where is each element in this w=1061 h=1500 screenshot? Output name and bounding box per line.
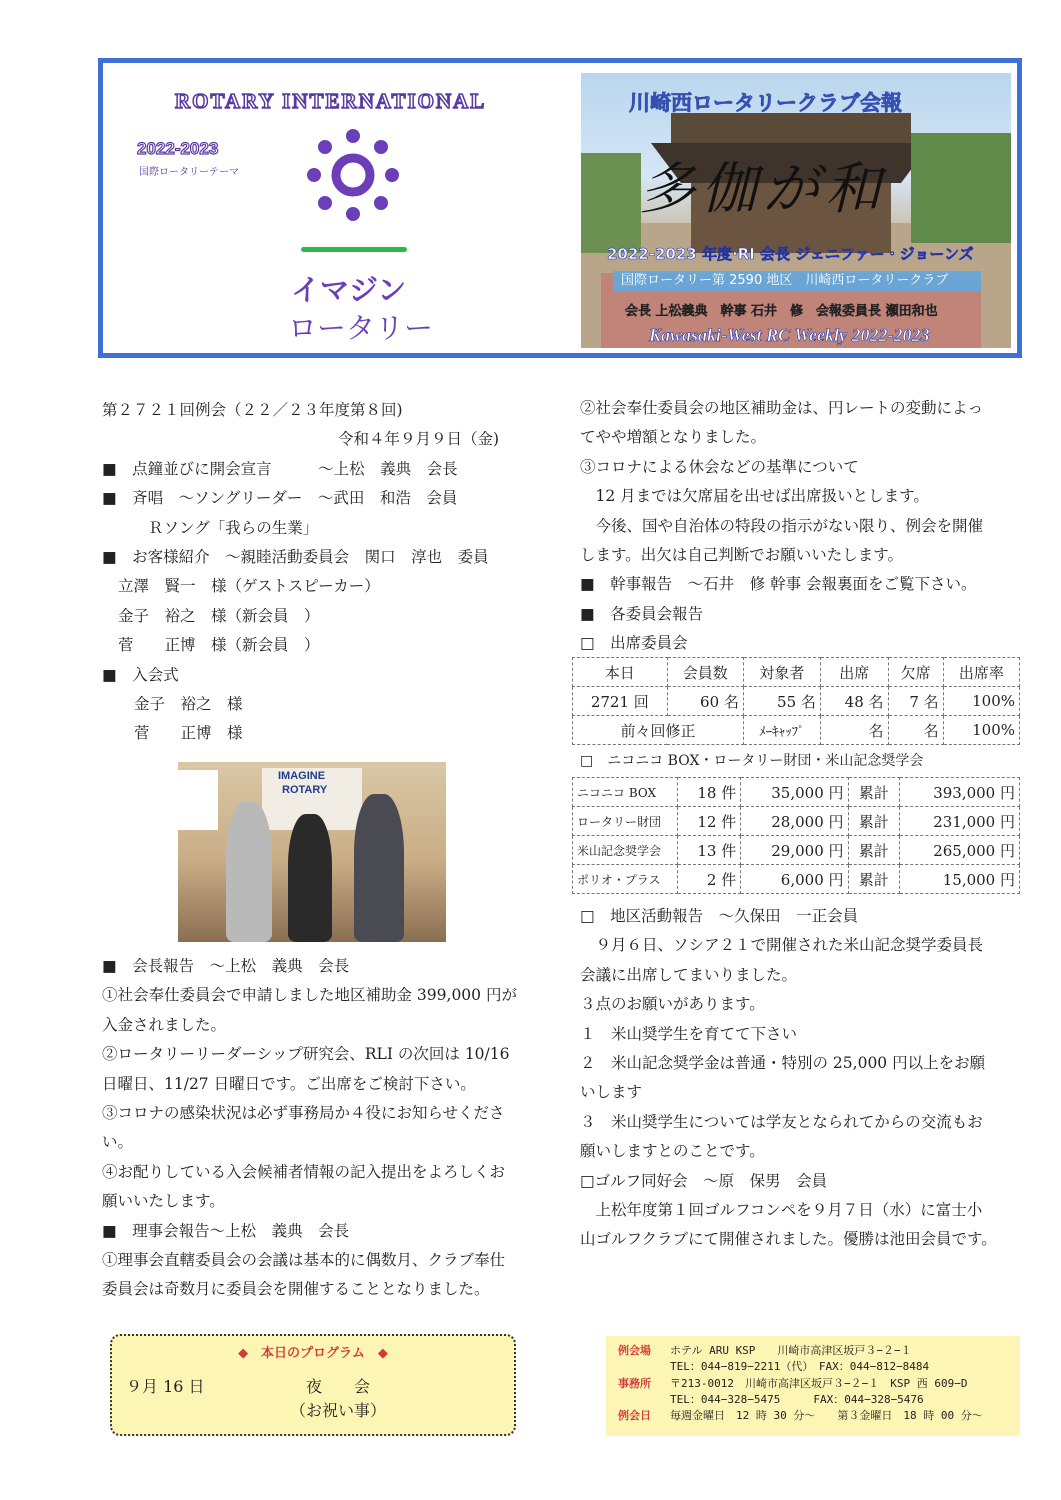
table-header: 欠席 bbox=[888, 658, 943, 687]
newsletter-header bbox=[98, 58, 1022, 358]
report-line: ２ 米山記念奨学金は普通・特別の 25,000 円以上をお願 bbox=[580, 1054, 986, 1073]
right-column bbox=[580, 394, 1020, 659]
ri-president-line: 2022-2023 年度·RI 会長 ジェニファー・ジョーンズ bbox=[607, 245, 974, 263]
table-cell: ポリオ・プラス bbox=[573, 865, 678, 894]
table-cell: 累計 bbox=[848, 807, 900, 836]
header-photo-panel bbox=[581, 73, 1011, 348]
table-cell: 2 件 bbox=[678, 865, 741, 894]
program-subtitle: （お祝い事） bbox=[289, 1401, 386, 1420]
report-line: 願いしますとのことです。 bbox=[580, 1142, 765, 1161]
table-cell: 15,000 円 bbox=[900, 865, 1020, 894]
secretary-report: ■ 幹事報告 ～石井 修 幹事 会報裏面をご覧下さい。 bbox=[580, 575, 977, 594]
table-cell: 米山記念奨学会 bbox=[573, 836, 678, 865]
club-title: 川崎西ロータリークラブ会報 bbox=[629, 91, 902, 115]
table-cell: 18 件 bbox=[678, 778, 741, 807]
report-line: １ 米山奨学生を育てて下さい bbox=[580, 1024, 798, 1043]
info-text: TEL：044−819−2211（代） FAX：044−812−8484 bbox=[670, 1360, 930, 1374]
report-line: 日曜日、11/27 日曜日です。ご出席をご検討下さい。 bbox=[102, 1074, 476, 1093]
report-line: ①社会奉仕委員会で申請しました地区補助金 399,000 円が bbox=[102, 986, 517, 1005]
report-line: ①理事会直轄委員会の会議は基本的に偶数月、クラブ奉仕 bbox=[102, 1251, 506, 1270]
induction-item: ■ 入会式 bbox=[102, 665, 179, 684]
table-cell: 55 名 bbox=[743, 687, 820, 716]
report-line: ③コロナの感染状況は必ず事務局か４役にお知らせくださ bbox=[102, 1104, 505, 1123]
person-middle-icon bbox=[288, 814, 332, 942]
report-line: いします bbox=[580, 1083, 643, 1102]
table-cell: ﾒｰｷｬｯﾌﾟ bbox=[743, 716, 820, 745]
report-line: ３ 米山奨学生については学友となられてからの交流もお bbox=[580, 1112, 983, 1131]
table-header: 出席率 bbox=[943, 658, 1019, 687]
table-row bbox=[573, 687, 1020, 716]
table-cell: 累計 bbox=[848, 865, 900, 894]
program-event: 夜 会 bbox=[305, 1377, 370, 1396]
table-row bbox=[573, 658, 1020, 687]
program-box bbox=[110, 1334, 516, 1436]
table-header: 会員数 bbox=[667, 658, 743, 687]
district-line: 国際ロータリー第 2590 地区 川崎西ロータリークラブ bbox=[613, 271, 981, 291]
donation-table bbox=[572, 777, 1020, 894]
theme-imagine: イマジン bbox=[291, 273, 407, 307]
left-column-lower bbox=[102, 952, 552, 1305]
table-row bbox=[573, 807, 1020, 836]
table-cell: 累計 bbox=[848, 836, 900, 865]
info-row bbox=[606, 1408, 1020, 1424]
report-line: 会議に出席してまいりました。 bbox=[580, 965, 798, 984]
report-line: 12 月までは欠席届を出せば出席扱いとします。 bbox=[580, 487, 929, 506]
table-cell: 48 名 bbox=[820, 687, 888, 716]
table-cell: ロータリー財団 bbox=[573, 807, 678, 836]
table-header: 本日 bbox=[573, 658, 668, 687]
inductee-1: 金子 裕之 様 bbox=[134, 695, 243, 714]
newsletter-calligraphy: 多伽が和 bbox=[639, 157, 887, 222]
report-line: ③コロナによる休会などの基準について bbox=[580, 457, 859, 476]
song-item: ■ 斉唱 ～ソングリーダー ～武田 和浩 会員 bbox=[102, 489, 458, 508]
inductee-2: 菅 正博 様 bbox=[134, 724, 243, 743]
table-cell: 393,000 円 bbox=[900, 778, 1020, 807]
board-report: ■ 理事会報告～上松 義典 会長 bbox=[102, 1221, 350, 1240]
info-row bbox=[606, 1392, 1020, 1408]
theme-year: 2022-2023 bbox=[137, 139, 219, 158]
info-label: 例会日 bbox=[618, 1409, 651, 1423]
info-text: 〒213-0012 川崎市高津区坂戸３−２−１ KSP 西 609−D bbox=[670, 1376, 968, 1390]
table-cell: 60 名 bbox=[667, 687, 743, 716]
golf-club-report: □ゴルフ同好会 ～原 保男 会員 bbox=[580, 1171, 828, 1190]
table-cell: 前々回修正 bbox=[573, 716, 744, 745]
report-line: てやや増額となりました。 bbox=[580, 428, 767, 447]
table-cell: 13 件 bbox=[678, 836, 741, 865]
flag-icon bbox=[178, 770, 218, 830]
imagine-rotary-logo-icon bbox=[305, 127, 401, 223]
table-row bbox=[573, 865, 1020, 894]
logo-divider bbox=[301, 247, 407, 252]
table-cell: 35,000 円 bbox=[741, 778, 848, 807]
report-line: ３点のお願いがあります。 bbox=[580, 995, 765, 1014]
info-text: 毎週金曜日 12 時 30 分～ 第３金曜日 18 時 00 分～ bbox=[670, 1409, 983, 1423]
theme-rotary: ロータリー bbox=[288, 311, 434, 345]
table-cell: 231,000 円 bbox=[900, 807, 1020, 836]
report-line: 上松年度第１回ゴルフコンペを９月７日（水）に富士小 bbox=[580, 1201, 983, 1220]
table-cell: 100% bbox=[943, 716, 1019, 745]
guest-3: 菅 正博 様（新会員 ） bbox=[118, 636, 320, 655]
info-label: 事務所 bbox=[618, 1376, 651, 1390]
program-date: ９月 16 日 bbox=[126, 1377, 205, 1396]
club-info-box bbox=[606, 1336, 1020, 1436]
right-column-lower bbox=[580, 902, 1020, 1255]
report-line: い。 bbox=[102, 1133, 134, 1152]
report-line: 委員会は奇数月に委員会を開催することとなりました。 bbox=[102, 1280, 490, 1299]
report-line: ②ロータリーリーダーシップ研究会、RLI の次回は 10/16 bbox=[102, 1045, 510, 1064]
song-title: Ｒソング「我らの生業」 bbox=[148, 518, 319, 537]
ri-title: ROTARY INTERNATIONAL bbox=[175, 89, 487, 113]
table-cell: 名 bbox=[888, 716, 943, 745]
report-line: 願いいたします。 bbox=[102, 1192, 225, 1211]
nico-title: □ ニコニコ BOX・ロータリー財団・米山記念奨学会 bbox=[580, 753, 924, 769]
table-cell: 12 件 bbox=[678, 807, 741, 836]
president-report: ■ 会長報告 ～上松 義典 会長 bbox=[102, 957, 350, 975]
induction-photo bbox=[178, 762, 446, 942]
guest-2: 金子 裕之 様（新会員 ） bbox=[118, 606, 320, 625]
report-line: 入金されました。 bbox=[102, 1015, 227, 1034]
program-title: ◆ 本日のプログラム ◆ bbox=[238, 1346, 388, 1361]
person-left-icon bbox=[226, 802, 272, 942]
report-line: します。出欠は自己判断でお願いいたします。 bbox=[580, 546, 904, 565]
table-cell: 100% bbox=[943, 687, 1019, 716]
theme-label: 国際ロータリーテーマ bbox=[139, 167, 239, 178]
banner-text-imagine: IMAGINE bbox=[278, 770, 326, 782]
meeting-date: 令和４年９月９日（金) bbox=[338, 430, 500, 449]
table-header: 対象者 bbox=[743, 658, 820, 687]
district-report: □ 地区活動報告 ～久保田 一正会員 bbox=[580, 907, 859, 925]
guest-1: 立澤 賢一 様（ゲストスピーカー） bbox=[118, 577, 380, 596]
table-cell: 7 名 bbox=[888, 687, 943, 716]
opening-item: ■ 点鐘並びに開会宣言 ～上松 義典 会長 bbox=[102, 459, 458, 478]
table-row bbox=[573, 716, 1020, 745]
table-cell: 6,000 円 bbox=[741, 865, 848, 894]
left-column bbox=[102, 396, 552, 749]
table-cell: 2721 回 bbox=[573, 687, 668, 716]
info-row bbox=[606, 1376, 1020, 1392]
report-line: ④お配りしている入会候補者情報の記入提出をよろしくお bbox=[102, 1162, 506, 1181]
info-label: 例会場 bbox=[618, 1344, 651, 1357]
table-row bbox=[573, 836, 1020, 865]
guest-intro: ■ お客様紹介 ～親睦活動委員会 関口 淳也 委員 bbox=[102, 548, 489, 567]
table-cell: ニコニコ BOX bbox=[573, 778, 678, 807]
committee-reports: ■ 各委員会報告 bbox=[580, 604, 704, 623]
weekly-line: Kawasaki-West RC Weekly 2022-2023 bbox=[649, 325, 930, 345]
table-cell: 名 bbox=[820, 716, 888, 745]
table-cell: 29,000 円 bbox=[741, 836, 848, 865]
info-text: ホテル ARU KSP 川崎市高津区坂戸３−２−１ bbox=[670, 1344, 912, 1357]
report-line: 山ゴルフクラブにて開催されました。優勝は池田会員です。 bbox=[580, 1230, 997, 1249]
table-cell: 265,000 円 bbox=[900, 836, 1020, 865]
info-row bbox=[606, 1343, 1020, 1359]
table-cell: 28,000 円 bbox=[741, 807, 848, 836]
report-line: ②社会奉仕委員会の地区補助金は、円レートの変動によっ bbox=[580, 399, 984, 417]
officers-line: 会長 上松義典 幹事 石井 修 会報委員長 瀬田和也 bbox=[625, 304, 938, 319]
person-right-icon bbox=[354, 794, 404, 942]
report-line: 今後、国や自治体の特段の指示がない限り、例会を開催 bbox=[580, 516, 984, 535]
info-row bbox=[606, 1359, 1020, 1375]
meeting-number: 第２７２１回例会（２２／２３年度第８回) bbox=[102, 401, 403, 419]
attendance-committee: □ 出席委員会 bbox=[580, 634, 688, 653]
attendance-table bbox=[572, 657, 1020, 745]
table-row bbox=[573, 778, 1020, 807]
banner-text-rotary: ROTARY bbox=[282, 784, 328, 796]
table-cell: 累計 bbox=[848, 778, 900, 807]
info-text: TEL：044−328−5475 FAX：044−328−5476 bbox=[670, 1392, 924, 1406]
table-header: 出席 bbox=[820, 658, 888, 687]
report-line: ９月６日、ソシア２１で開催された米山記念奨学委員長 bbox=[580, 936, 984, 955]
